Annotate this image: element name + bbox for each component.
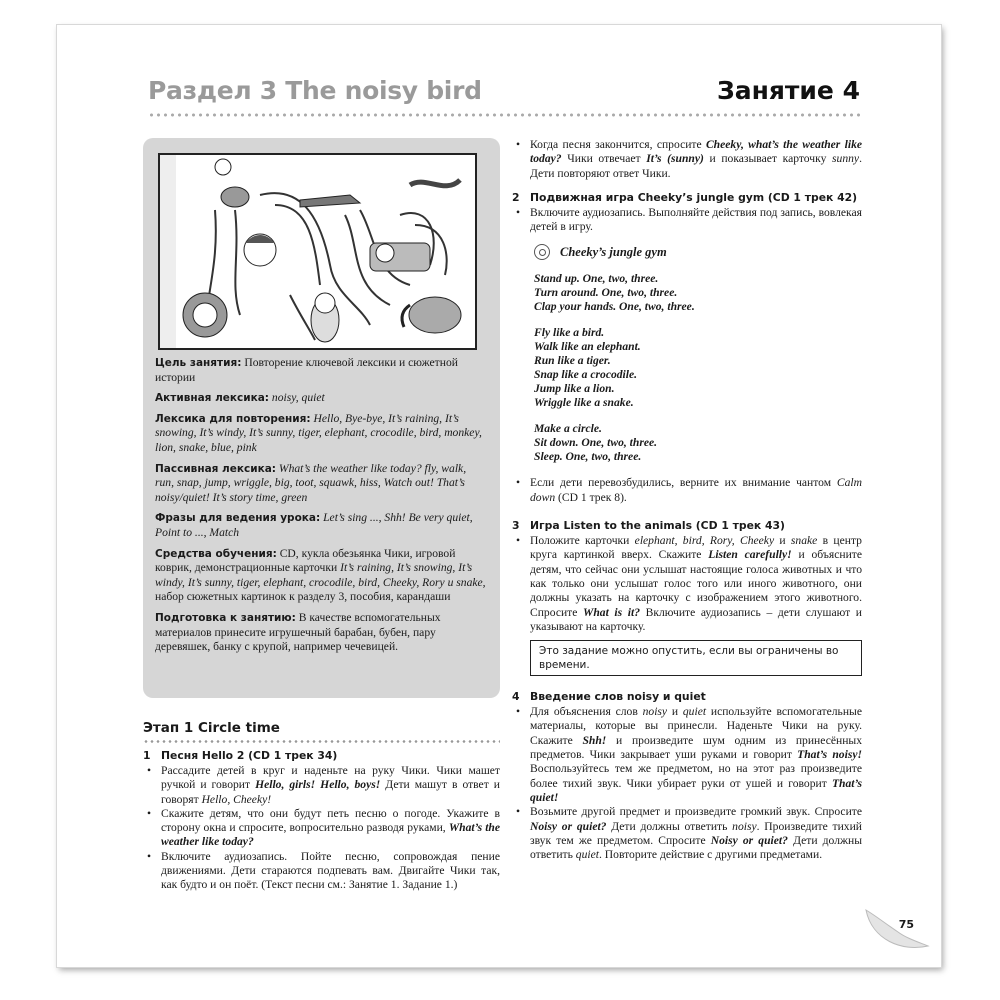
text-run: и объясните детям, что сейчас они услышат настоящие голоса животных и что как только они услышат голос того или иного животного, они должны указать на карточку с изображением этого животного. Спросите xyxy=(530,548,862,619)
song-line: Sleep. One, two, three. xyxy=(534,450,642,464)
text-run: elephant, bird, Rory, Cheeky xyxy=(634,534,775,548)
phrases-label: Фразы для ведения урока: xyxy=(155,512,321,525)
text-run: That’s quiet! xyxy=(530,776,862,804)
song-line: Make a circle. xyxy=(534,422,602,436)
song-line: Wriggle like a snake. xyxy=(534,396,634,410)
goal-label: Цель занятия: xyxy=(155,357,242,369)
list-item xyxy=(143,807,500,850)
text-run: и произведите шум одним из принесённых предметов. Чики закрывает уши руками и говорит xyxy=(530,733,862,762)
text-run: Когда песня закончится, спросите xyxy=(530,138,706,151)
text-run: Для объяснения слов xyxy=(530,705,643,719)
list-item xyxy=(512,534,862,634)
text-run: . Произведите тихий звук тем же предметом. Спросите xyxy=(530,819,862,847)
task-1-heading xyxy=(143,749,500,762)
stanza-1 xyxy=(534,272,862,314)
prep-row xyxy=(155,611,487,655)
text-run: noisy xyxy=(642,705,668,719)
text-run: It’s (sunny) xyxy=(646,152,704,166)
text-run: noisy xyxy=(732,819,757,833)
text-run: snake xyxy=(790,534,818,548)
task-3-title: Игра Listen to the animals (CD 1 трек 43) xyxy=(530,519,785,533)
text-run: Shh! xyxy=(582,733,607,747)
text-run: quiet xyxy=(682,705,707,719)
text-run: Воспользуйтесь тем же предметом, но на этот раз произведите более тихий звук. Чики убирает руки от ушей и говорит xyxy=(530,762,862,790)
stanza-2 xyxy=(534,326,862,410)
snake-icon xyxy=(410,180,460,186)
list-item xyxy=(143,850,500,893)
active-label: Активная лексика: xyxy=(155,392,270,405)
list-item xyxy=(512,476,862,505)
text-run: sunny xyxy=(832,152,860,166)
list-item xyxy=(512,705,862,805)
passive-label: Пассивная лексика: xyxy=(155,462,276,475)
boy-icon xyxy=(244,234,276,266)
list-item xyxy=(512,805,862,862)
task-3-number: 3 xyxy=(512,519,520,533)
review-label: Лексика для повторения: xyxy=(155,412,311,425)
task-4-number: 4 xyxy=(512,690,520,704)
text-run: What is it? xyxy=(583,605,641,619)
text-run: Дети машут в ответ и говорят xyxy=(161,778,500,806)
task-4-heading xyxy=(512,690,862,703)
text-run: Включите аудиозапись. Пойте песню, сопровождая пение движениями. Дети стараются подпевать вам. Двигайте Чики так, как будто и он поёт. (Текст песни см.: Занятие 1. Задание 1.) xyxy=(161,849,500,892)
sleeping-child-icon xyxy=(370,243,430,271)
cd-icon xyxy=(534,244,550,260)
task-3-list xyxy=(512,534,862,634)
task-4-list xyxy=(512,705,862,862)
lesson-info xyxy=(155,356,487,661)
active-text: noisy, quiet xyxy=(271,391,325,405)
text-run: Включите аудиозапись. Выполняйте действия под запись, вовлекая детей в игру. xyxy=(530,205,862,234)
text-run: Listen carefully! xyxy=(708,548,792,562)
text-run: . Повторите действие с другими предметами. xyxy=(598,848,823,862)
text-run: Включите аудиозапись – дети слушают и указывают на карточку. xyxy=(530,605,863,633)
banana-icon xyxy=(862,906,932,956)
stanza-3 xyxy=(534,422,862,464)
passive-text: What’s the weather like today? fly, walk, run, snap, jump, wriggle, big, toot, squawk, hiss, Watch out! That’s noisy/quiet! It’s story time, green xyxy=(155,461,467,504)
list-item xyxy=(143,764,500,807)
review-vocab-row xyxy=(155,412,487,456)
text-run: Положите карточки xyxy=(530,534,635,548)
task-4-title: Введение слов noisy и quiet xyxy=(530,690,706,704)
crocodile-icon xyxy=(300,195,360,207)
text-run: . Дети повторяют ответ Чики. xyxy=(530,152,862,180)
task-2-number: 2 xyxy=(512,190,520,204)
active-vocab-row xyxy=(155,391,487,406)
prep-text: В качестве вспомогательных материалов принесите игрушечный барабан, бубен, пару деревяшек, банку с крупой, например чечевицей. xyxy=(155,610,441,654)
text-run: Hello, girls! Hello, boys! xyxy=(255,778,381,792)
review-text: Hello, Bye-bye, It’s raining, It’s snowing, It’s windy, It’s sunny, tiger, elephant, crocodile, bird, monkey, lion, snake, blue, pink xyxy=(155,411,482,454)
song-title: Cheeky’s jungle gym xyxy=(560,244,667,259)
goal-row xyxy=(155,356,487,385)
song-heading xyxy=(534,244,862,260)
task-1-title: Песня Hello 2 (CD 1 трек 34) xyxy=(161,749,338,762)
right-column xyxy=(512,138,862,862)
task-1-list xyxy=(143,764,500,893)
stage-1-section xyxy=(143,720,500,893)
task-2-list-extra xyxy=(512,476,862,505)
text-run: Скажите детям, что они будут петь песню о погоде. Укажите в сторону окна и спросите, вопросительно разводя руками, xyxy=(161,806,500,835)
text-run: Calm down xyxy=(530,476,862,504)
bird-icon xyxy=(215,159,249,207)
text-run: Рассадите детей в круг и наденьте на руку Чики. Чики машет ручкой и говорит xyxy=(161,764,500,792)
text-run: и показывает карточку xyxy=(703,152,833,166)
optional-note-box: Это задание можно опустить, если вы ограничены во времени. xyxy=(530,640,862,676)
lion-icon xyxy=(183,293,227,337)
intro-list xyxy=(512,138,862,181)
lesson-title: Занятие 4 xyxy=(716,76,860,105)
tiger-icon xyxy=(311,293,339,342)
list-item xyxy=(512,206,862,235)
text-run: и xyxy=(774,534,791,548)
text-run: Если дети перевозбудились, верните их внимание чантом xyxy=(530,476,837,490)
text-run: Дети должны ответить xyxy=(606,819,733,833)
text-run: Возьмите другой предмет и произведите громкий звук. Спросите xyxy=(530,805,862,819)
text-run: (CD 1 трек 8). xyxy=(555,490,627,504)
section-title: Раздел 3 The noisy bird xyxy=(148,76,482,105)
song-line: Walk like an elephant. xyxy=(534,340,641,354)
text-run: Noisy or quiet? xyxy=(710,833,788,847)
song-line: Sit down. One, two, three. xyxy=(534,436,658,450)
text-run: в центр круга картинкой вверх. Скажите xyxy=(530,534,862,562)
song-block xyxy=(534,244,862,464)
stage-1-title: Этап 1 Circle time xyxy=(143,720,280,736)
task-3-heading xyxy=(512,519,862,532)
maze-drawing xyxy=(160,155,475,348)
stage-dotted-rule xyxy=(143,740,500,743)
text-run: Дети должны ответить xyxy=(530,833,862,862)
song-line: Fly like a bird. xyxy=(534,326,605,340)
means-text-3: набор сюжетных картинок к разделу 3, пособия, карандаши xyxy=(155,590,451,604)
text-run: Noisy or quiet? xyxy=(530,819,607,833)
elephant-icon xyxy=(402,297,461,333)
song-line: Clap your hands. One, two, three. xyxy=(534,300,695,314)
song-line: Run like a tiger. xyxy=(534,354,611,368)
maze-illustration xyxy=(158,153,477,350)
means-text-2: It’s raining, It’s snowing, It’s windy, It’s sunny, tiger, elephant, crocodile, bird, Cheeky, Rory и snake, xyxy=(155,561,486,589)
means-row xyxy=(155,547,487,605)
task-2-heading xyxy=(512,191,862,204)
phrases-text: Let’s sing ..., Shh! Be very quiet, Point to ..., Match xyxy=(155,511,473,539)
text-run: Hello, Cheeky! xyxy=(201,792,272,806)
goal-text: Повторение ключевой лексики и сюжетной истории xyxy=(155,356,458,384)
text-run: Cheeky, what’s the weather like today? xyxy=(530,138,863,166)
text-run: Чики отвечает xyxy=(561,152,647,166)
header-dotted-rule xyxy=(148,113,860,117)
text-run: quiet xyxy=(575,848,599,862)
text-run: используйте вспомогательные материалы, которые вы принесли. Наденьте Чики на руку. Скажите xyxy=(530,705,862,747)
song-line: Snap like a crocodile. xyxy=(534,368,638,382)
task-2-title: Подвижная игра Cheeky’s jungle gym (CD 1 трек 42) xyxy=(530,190,858,204)
passive-vocab-row xyxy=(155,462,487,506)
song-line: Turn around. One, two, three. xyxy=(534,286,678,300)
prep-label: Подготовка к занятию: xyxy=(155,611,296,624)
task-1-number: 1 xyxy=(143,749,151,762)
text-run: и xyxy=(667,705,683,719)
means-label: Средства обучения: xyxy=(155,547,277,560)
page-number: 75 xyxy=(898,918,914,931)
text-run: What’s the weather like today? xyxy=(161,821,501,849)
song-line: Stand up. One, two, three. xyxy=(534,272,659,286)
task-2-list xyxy=(512,206,862,235)
means-text-1: CD, кукла обезьянка Чики, игровой коврик, демонстрационные карточки xyxy=(155,546,456,575)
text-run: That’s noisy! xyxy=(797,748,862,762)
phrases-row xyxy=(155,511,487,540)
song-line: Jump like a lion. xyxy=(534,382,615,396)
list-item xyxy=(512,138,862,181)
